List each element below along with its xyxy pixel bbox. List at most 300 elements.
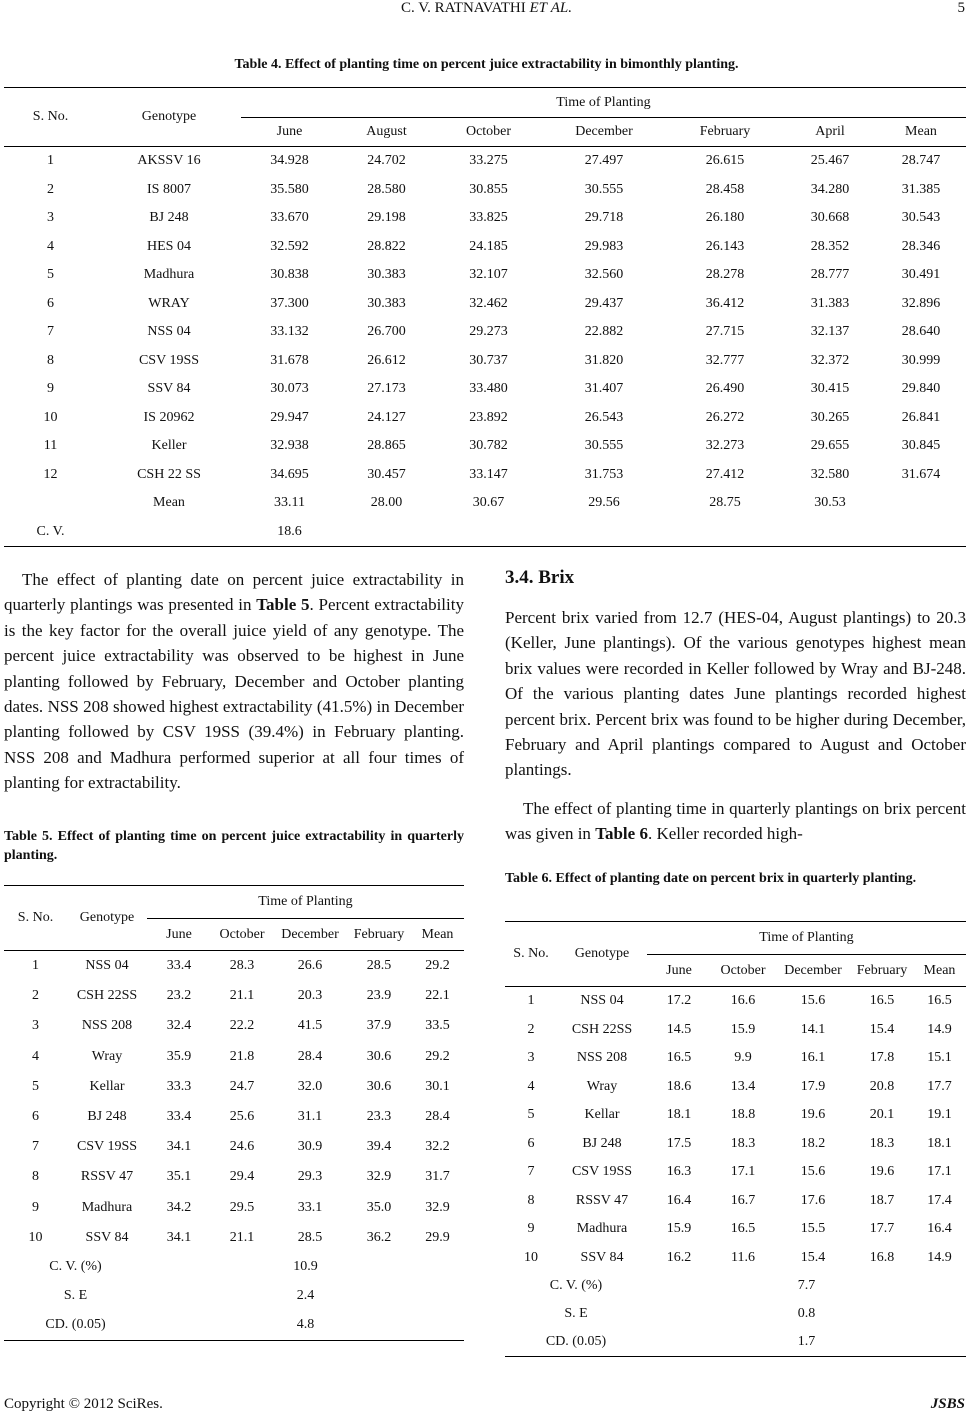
table4-cell: 7	[47, 324, 54, 340]
table6	[505, 921, 966, 1357]
table5-cell: 33.3	[166, 1078, 192, 1094]
table4-cell: IS 20962	[143, 409, 195, 425]
table4-cell	[4, 489, 97, 518]
table4-cell: 31.383	[810, 295, 850, 311]
table4-cell: 24.127	[367, 409, 406, 425]
table4-cell: AKSSV 16	[97, 147, 241, 176]
table6-cell: 16.4	[666, 1192, 692, 1208]
table6-cell: 15.9	[666, 1221, 692, 1237]
table5-cell: 33.4	[166, 1109, 192, 1125]
table5-stat-value: 10.9	[293, 1259, 318, 1275]
table5-subcol: December	[273, 919, 347, 951]
table4-cell: 30.855	[469, 181, 508, 197]
table4-caption: Table 4. Effect of planting time on percent juice extractability in bimonthly planting.	[234, 57, 739, 72]
table4-cell: 34.695	[270, 466, 309, 482]
table6-cell: 18.1	[927, 1135, 952, 1151]
table4-cell: 31.820	[584, 352, 624, 368]
table4-cell: 27.412	[705, 466, 745, 482]
table5-cell: 21.1	[229, 1229, 255, 1245]
table5-cell: 32.9	[366, 1169, 392, 1185]
table4-cell: 26.615	[666, 147, 784, 176]
table4-cell: 28.278	[705, 267, 745, 283]
table4-cell: 10	[43, 409, 58, 425]
journal-name: JSBS	[930, 1396, 965, 1412]
table4-cell: 28.458	[705, 181, 745, 197]
table6-subcol: December	[775, 955, 851, 987]
table4-row	[4, 461, 966, 490]
paragraph-text: . Percent extractability is the key factor for the overall juice yield of any genotype. The percent juice extractability was observed to be highest in June planting followed by February, December and October planting dates. NSS 208 showed highest extractability (41.5%) in December planting followed by CSV 19SS (39.4%) in February planting. NSS 208 and Madhura performed superior at all four times of planting for extractability.	[4, 595, 464, 793]
table4-row	[4, 290, 966, 319]
table4-row	[4, 432, 966, 461]
table5-cell: NSS 208	[81, 1018, 133, 1034]
table6-row	[505, 1215, 966, 1244]
table5-cell: 22.1	[425, 988, 450, 1004]
table4-cell: WRAY	[148, 295, 190, 311]
table4-cell: 26.543	[584, 409, 624, 425]
table6-cell: 16.7	[730, 1192, 756, 1208]
table4-cell: 27.715	[705, 324, 745, 340]
table4-cell: 30.555	[584, 438, 624, 454]
table6-cell: 17.7	[927, 1078, 952, 1094]
table6-subcol: June	[647, 955, 711, 987]
table6-cell: 17.8	[869, 1050, 895, 1066]
table5-cell: NSS 04	[67, 951, 147, 982]
table5-cell: 30.1	[425, 1078, 450, 1094]
table5-subcol: October	[211, 919, 273, 951]
paragraph-text: . Keller recorded high-	[647, 824, 803, 844]
table4-cell: 31.753	[584, 466, 624, 482]
table6-cell: 17.6	[800, 1192, 826, 1208]
table6-cell: 17.1	[730, 1164, 756, 1180]
table4-cell: 30.838	[270, 267, 309, 283]
table5-cell: Wray	[91, 1048, 123, 1064]
brix-paragraph-2	[505, 796, 966, 847]
table4-cell	[666, 518, 784, 547]
table4-cell: 28.777	[810, 267, 850, 283]
table5-stat-row	[4, 1282, 464, 1311]
table6-col-genotype: Genotype	[574, 946, 630, 961]
table5-cell: 29.4	[229, 1169, 255, 1185]
table4-cell: 8	[47, 352, 54, 368]
table4-cell: 37.300	[270, 295, 309, 311]
table6-cell: 16.4	[927, 1221, 952, 1237]
table4-cell: SSV 84	[147, 381, 191, 397]
table5-cell: 20.3	[297, 988, 323, 1004]
table6-cell: 20.8	[869, 1078, 895, 1094]
table5-row	[4, 1132, 464, 1162]
table6-stat-value: 7.7	[797, 1278, 816, 1293]
table6-stat-value: 1.7	[797, 1334, 816, 1349]
table4-subcol: December	[542, 118, 666, 147]
table6-cell: 7	[527, 1164, 535, 1180]
table4-cell: 26.143	[705, 238, 745, 254]
table4-cell	[542, 518, 666, 547]
table6-row	[505, 1130, 966, 1159]
table4-row	[4, 147, 966, 176]
table5-cell: 23.2	[166, 988, 192, 1004]
table6-cell: 15.9	[730, 1021, 756, 1037]
table6-cell: 13.4	[730, 1078, 756, 1094]
table4-cell	[338, 518, 435, 547]
table6-group-header: Time of Planting	[759, 930, 854, 945]
table4-cell: 32.592	[270, 238, 309, 254]
table4-subcol: February	[666, 118, 784, 147]
table6-row	[505, 987, 966, 1016]
table5-col-genotype: Genotype	[79, 910, 135, 925]
table5-cell: SSV 84	[85, 1229, 129, 1245]
table6-cell: 16.8	[869, 1249, 895, 1265]
table6-cell: 18.3	[730, 1135, 756, 1151]
table5-subcol: June	[147, 919, 211, 951]
table4-subcol: April	[784, 118, 876, 147]
table6-cell: 19.6	[800, 1107, 826, 1123]
table6-cell: Wray	[586, 1078, 618, 1094]
table4-subcol: August	[338, 118, 435, 147]
table4	[4, 87, 966, 547]
table5-cell: 30.6	[366, 1048, 392, 1064]
table6-row	[505, 1187, 966, 1216]
table6-cell: 11.6	[731, 1249, 755, 1265]
table5-cell: 39.4	[366, 1139, 392, 1155]
table4-cell: 11	[43, 438, 58, 454]
table5-cell: 26.6	[273, 951, 347, 982]
table6-cell: 16.5	[730, 1221, 756, 1237]
table6-cell: 16.5	[913, 987, 966, 1016]
table6-cell: 1	[505, 987, 557, 1016]
table4-row	[4, 375, 966, 404]
table5-cell: 24.7	[229, 1078, 255, 1094]
table6-cell: 16.6	[711, 987, 775, 1016]
running-header	[0, 0, 973, 17]
table4-cell: 27.173	[367, 381, 406, 397]
table6-cell: 5	[527, 1107, 535, 1123]
table4-cell: 32.580	[810, 466, 850, 482]
table4-cell: C. V.	[36, 523, 65, 539]
table5-cell: 33.1	[297, 1199, 323, 1215]
table6-stat-row	[505, 1328, 966, 1357]
table4-cell: IS 8007	[147, 181, 191, 197]
table4-cell: 30.383	[367, 267, 406, 283]
table4-cell: 4	[47, 238, 54, 254]
table5-cell: 33.5	[425, 1018, 450, 1034]
table6-cell: 18.2	[800, 1135, 826, 1151]
table4-cell: 28.346	[901, 238, 941, 254]
table4-cell: 26.612	[367, 352, 406, 368]
table6-cell: 16.2	[666, 1249, 692, 1265]
table4-cell: 29.655	[810, 438, 850, 454]
table5-row	[4, 1072, 464, 1102]
table5-cell: 36.2	[366, 1229, 392, 1245]
table5	[4, 885, 464, 1341]
table4-cell: 28.865	[367, 438, 406, 454]
table6-cell: 17.5	[666, 1135, 692, 1151]
table5-cell: 30.9	[297, 1139, 323, 1155]
table4-cell: 24.185	[469, 238, 508, 254]
table6-cell: 17.4	[927, 1192, 952, 1208]
table4-cell: 12	[43, 466, 58, 482]
table4-cell: 33.132	[270, 324, 309, 340]
table6-row	[505, 1044, 966, 1073]
table5-cell: 23.9	[366, 988, 392, 1004]
table6-cell: 16.1	[800, 1050, 826, 1066]
table4-cell: Madhura	[143, 267, 195, 283]
table4-cell: 9	[47, 381, 54, 397]
table6-cell: 18.8	[730, 1107, 756, 1123]
table6-cell: 17.9	[800, 1078, 826, 1094]
table4-cell: 30.457	[367, 466, 406, 482]
table4-cell: 1	[4, 147, 97, 176]
table6-cell: 19.1	[927, 1107, 952, 1123]
table5-cell: 4	[32, 1048, 39, 1064]
table4-row	[4, 204, 966, 233]
table4-cell: 32.137	[810, 324, 850, 340]
table6-cell: 18.6	[666, 1078, 692, 1094]
table6-cell: 18.7	[869, 1192, 895, 1208]
table6-stat-label: C. V. (%)	[549, 1278, 603, 1293]
table6-cell: 20.1	[869, 1107, 895, 1123]
table6-cell: 14.9	[927, 1249, 952, 1265]
table4-cell	[876, 489, 966, 518]
table4-cell: 29.437	[584, 295, 624, 311]
table4-cell: 28.640	[901, 324, 941, 340]
table4-cell: 33.825	[469, 210, 508, 226]
table4-cell: 26.841	[901, 409, 941, 425]
table4-cell: 32.107	[469, 267, 508, 283]
table4-cell: 33.147	[469, 466, 508, 482]
table5-cell: 5	[32, 1078, 39, 1094]
table5-stat-value: 4.8	[296, 1317, 315, 1333]
table6-cell: 9.9	[734, 1050, 752, 1066]
table6-cell: Madhura	[576, 1221, 628, 1237]
table4-row	[4, 518, 966, 547]
table5-subcol: February	[347, 919, 411, 951]
table4-cell: 26.180	[705, 210, 745, 226]
table4-cell: 29.718	[584, 210, 624, 226]
table5-cell: 28.4	[425, 1109, 450, 1125]
table5-cell: 21.8	[229, 1048, 255, 1064]
table5-stat-label: CD. (0.05)	[45, 1317, 106, 1333]
table5-cell: 24.6	[229, 1139, 255, 1155]
table5-stat-row	[4, 1253, 464, 1282]
table4-row	[4, 489, 966, 518]
table4-cell: 32.560	[584, 267, 624, 283]
table4-cell: 36.412	[705, 295, 745, 311]
table5-cell: 31.1	[297, 1109, 323, 1125]
table6-stat-value: 0.8	[797, 1306, 816, 1321]
table6-cell: 6	[527, 1135, 535, 1151]
table6-cell: 15.4	[869, 1021, 895, 1037]
brix-paragraph-1: Percent brix varied from 12.7 (HES-04, August plantings) to 20.3 (Keller, June plantings). Of the various genotypes highest mean brix values were recorded in Keller followed by Wray and BJ-248. Of the various planting dates June plantings recorded highest percent brix. Percent brix was found to be higher during December, February and April plantings compared to August and October plantings.	[505, 608, 966, 780]
table4-cell: 32.372	[810, 352, 850, 368]
table4-cell: 33.275	[435, 147, 542, 176]
table5-col-sno: S. No.	[17, 910, 54, 925]
table6-cell: 16.5	[851, 987, 913, 1016]
table4-cell: 29.983	[584, 238, 624, 254]
table4-cell: 30.668	[810, 210, 850, 226]
table6-col-sno: S. No.	[513, 946, 549, 961]
table4-cell	[435, 518, 542, 547]
table6-cell: RSSV 47	[575, 1192, 629, 1208]
table5-cell: 35.9	[166, 1048, 192, 1064]
table4-row	[4, 233, 966, 262]
table5-cell: 34.2	[166, 1199, 192, 1215]
table4-cell: 29.56	[588, 495, 620, 511]
table5-cell: 7	[32, 1139, 39, 1155]
table5-row	[4, 1162, 464, 1192]
copyright-text: Copyright © 2012 SciRes.	[4, 1396, 163, 1412]
table5-cell: Kellar	[89, 1078, 125, 1094]
table4-cell: 26.272	[705, 409, 745, 425]
table6-cell: NSS 04	[557, 987, 647, 1016]
table4-cell: 32.462	[469, 295, 508, 311]
table6-cell: 15.5	[800, 1221, 826, 1237]
table6-cell: 8	[527, 1192, 535, 1208]
table5-row	[4, 981, 464, 1011]
table4-cell: 30.265	[810, 409, 850, 425]
table4-subcol: Mean	[876, 118, 966, 147]
table6-cell: 19.6	[869, 1164, 895, 1180]
table5-row	[4, 1223, 464, 1253]
table4-cell	[97, 518, 241, 547]
table4-cell: 22.882	[584, 324, 624, 340]
table6-cell: 2	[527, 1021, 535, 1037]
table4-cell: 35.580	[270, 181, 309, 197]
table4-cell: 31.678	[270, 352, 309, 368]
table4-cell: HES 04	[147, 238, 191, 254]
table5-row	[4, 1011, 464, 1041]
table5-reference: Table 5	[256, 595, 310, 615]
table5-subcol: Mean	[411, 919, 464, 951]
table4-cell: CSV 19SS	[138, 352, 200, 368]
table6-cell: NSS 208	[576, 1050, 628, 1066]
table6-row	[505, 1016, 966, 1045]
table6-cell: 18.3	[869, 1135, 895, 1151]
table4-cell: 30.491	[901, 267, 941, 283]
paragraph-text: The effect of planting time in quarterly plantings on brix percent was given in	[505, 799, 966, 844]
table6-row	[505, 1073, 966, 1102]
table6-cell: 15.6	[775, 987, 851, 1016]
table6-cell: 15.4	[800, 1249, 826, 1265]
header-al: AL.	[550, 0, 573, 16]
table5-cell: 6	[32, 1109, 39, 1125]
table4-cell: 18.6	[277, 523, 302, 539]
table4-cell: 31.674	[901, 466, 941, 482]
table4-cell: 30.67	[472, 495, 505, 511]
table5-cell: 28.5	[347, 951, 411, 982]
table6-stat-row	[505, 1272, 966, 1300]
table6-cell: 16.3	[666, 1164, 692, 1180]
table4-cell: 32.938	[270, 438, 309, 454]
table5-cell: CSH 22SS	[76, 988, 138, 1004]
table4-cell: 28.352	[810, 238, 850, 254]
table5-cell: 28.5	[297, 1229, 323, 1245]
table4-cell: 32.777	[705, 352, 745, 368]
table4-cell: 29.273	[469, 324, 508, 340]
table4-cell: 29.198	[367, 210, 406, 226]
table5-cell: 1	[4, 951, 67, 982]
table4-cell: 30.737	[469, 352, 508, 368]
table5-cell: 8	[32, 1169, 39, 1185]
table5-cell: 29.2	[425, 1048, 450, 1064]
table6-reference: Table 6	[595, 824, 648, 844]
table6-cell: 15.6	[800, 1164, 826, 1180]
table5-cell: 23.3	[366, 1109, 392, 1125]
table4-cell: 28.580	[367, 181, 406, 197]
table6-cell: 14.1	[800, 1021, 826, 1037]
table4-cell: 26.490	[705, 381, 745, 397]
table4-cell: 30.415	[810, 381, 850, 397]
left-paragraph	[4, 567, 464, 796]
table5-cell: 30.6	[366, 1078, 392, 1094]
table4-cell: Mean	[153, 495, 185, 511]
table6-cell: 17.1	[927, 1164, 952, 1180]
table4-cell: 30.383	[367, 295, 406, 311]
table5-cell: CSV 19SS	[76, 1139, 138, 1155]
table5-cell: 32.0	[297, 1078, 323, 1094]
table6-cell: 18.1	[666, 1107, 692, 1123]
header-author: C. V. RATNAVATHI	[400, 0, 526, 16]
table6-cell: 17.7	[869, 1221, 895, 1237]
table4-cell: 32.896	[901, 295, 941, 311]
table5-cell: 34.1	[166, 1139, 192, 1155]
table6-subcol: February	[851, 955, 913, 987]
table6-stat-label: S. E	[564, 1306, 588, 1321]
table6-cell: 17.2	[647, 987, 711, 1016]
table4-row	[4, 404, 966, 433]
paragraph-text: The effect of planting date on percent juice extractability in quarterly plantings was presented in	[4, 570, 464, 615]
table4-cell: 6	[47, 295, 54, 311]
table5-cell: 29.9	[425, 1229, 450, 1245]
table6-stat-label: CD. (0.05)	[545, 1334, 607, 1349]
table4-cell: 30.999	[901, 352, 941, 368]
table4-cell	[784, 518, 876, 547]
table4-cell: 34.928	[241, 147, 338, 176]
table4-cell: 33.480	[469, 381, 508, 397]
table4-row	[4, 318, 966, 347]
table4-cell: 29.947	[270, 409, 309, 425]
table5-cell: 37.9	[366, 1018, 392, 1034]
table5-cell: 9	[32, 1199, 39, 1215]
table4-subcol: June	[241, 118, 338, 147]
table5-cell: 25.6	[229, 1109, 255, 1125]
table5-caption: Table 5. Effect of planting time on percent juice extractability in quarterly planting.	[4, 829, 464, 863]
table6-subcol: October	[711, 955, 775, 987]
table5-cell: 31.7	[425, 1169, 450, 1185]
table6-cell: 16.5	[666, 1050, 692, 1066]
table5-row	[4, 1193, 464, 1223]
table4-cell: 27.497	[542, 147, 666, 176]
table4-cell: 26.700	[367, 324, 406, 340]
table6-cell: CSV 19SS	[571, 1164, 633, 1180]
table4-cell: 31.385	[901, 181, 941, 197]
table5-cell: 29.2	[411, 951, 464, 982]
table4-cell: 32.273	[705, 438, 745, 454]
header-et: ET	[529, 0, 547, 16]
table4-cell: 30.543	[901, 210, 941, 226]
table6-cell: 15.1	[927, 1050, 952, 1066]
page-number: 5	[957, 0, 965, 16]
table4-col-sno: S. No.	[32, 109, 69, 124]
table4-cell: 25.467	[784, 147, 876, 176]
table4-cell: BJ 248	[149, 210, 189, 226]
table5-cell: 41.5	[297, 1018, 323, 1034]
table4-cell: 33.670	[270, 210, 309, 226]
table4-cell: 5	[47, 267, 54, 283]
table5-group-header: Time of Planting	[258, 894, 353, 909]
table4-cell: 30.555	[584, 181, 624, 197]
table4-cell: 29.840	[901, 381, 941, 397]
table6-cell: 3	[527, 1050, 535, 1066]
